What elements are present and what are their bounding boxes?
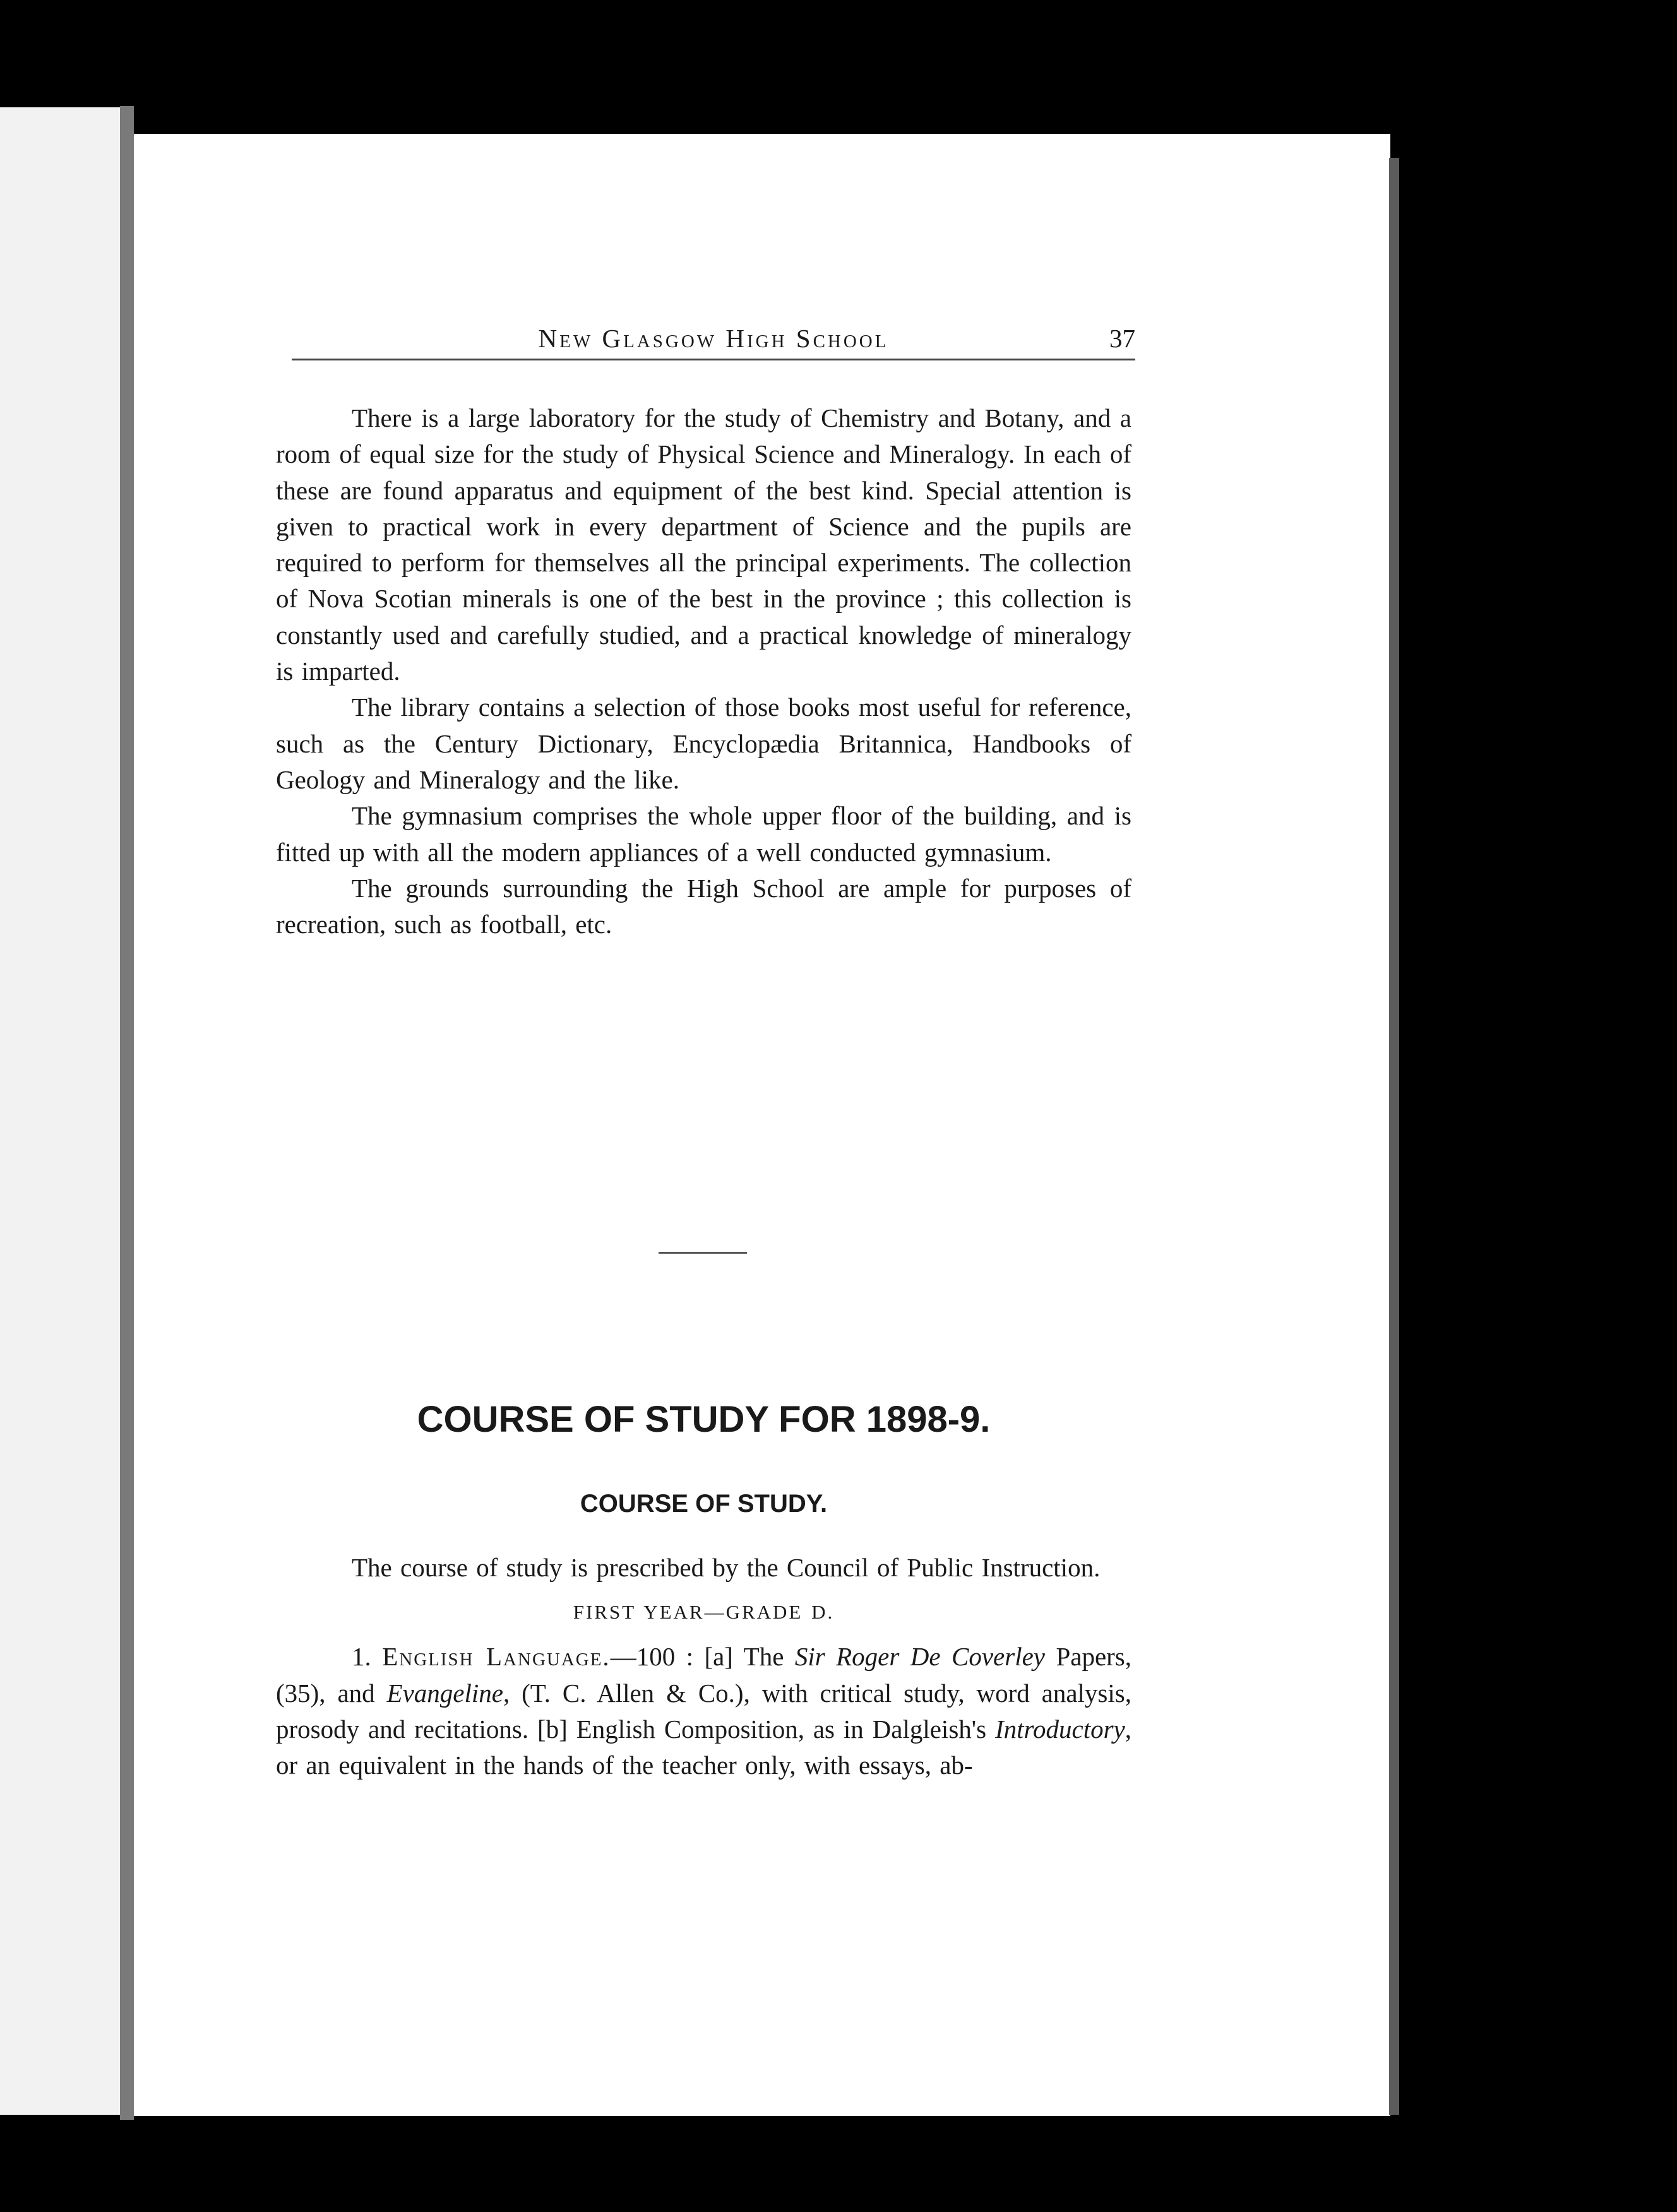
facing-page-edge xyxy=(0,107,123,2115)
running-title: New Glasgow High School xyxy=(538,324,889,353)
library-paragraph: The library contains a selection of those books most useful for reference, such as the Century Dictionary, Encyclopædia Britannica, Handbooks of Geology and Mineralogy and the like. xyxy=(276,693,1131,794)
item-book-title: Evangeline xyxy=(386,1678,503,1708)
course-text xyxy=(276,1550,1131,1783)
english-language-item xyxy=(276,1639,1131,1783)
running-head xyxy=(292,323,1135,360)
section-divider xyxy=(659,1252,747,1254)
course-title: COURSE OF STUDY FOR 1898-9. xyxy=(417,1399,991,1440)
page-number: 37 xyxy=(1109,324,1135,353)
laboratory-paragraph: There is a large laboratory for the study of Chemistry and Botany, and a room of equal size for the study of Physical Science and Mineralogy. In each of these are found apparatus and equipment of the best kind. Special attention is given to practical work in every department of Science and the pupils are required to perform for themselves all the principal experiments. The collection of Nova Scotian minerals is one of the best in the province ; this collection is constantly used and carefully studied, and a practical knowledge of mineralogy is imparted. xyxy=(276,403,1131,686)
gymnasium-paragraph: The gymnasium comprises the whole upper floor of the building, and is fitted up with all the modern appliances of a well conducted gymnasium. xyxy=(276,801,1131,867)
item-book-title: Sir Roger De Coverley xyxy=(794,1642,1045,1672)
grade-heading: FIRST YEAR—GRADE D. xyxy=(573,1601,835,1624)
course-subtitle: COURSE OF STUDY. xyxy=(580,1490,828,1518)
grounds-paragraph: The grounds surrounding the High School are ample for purposes of recreation, such as football, etc. xyxy=(276,873,1131,939)
item-subject: English Language. xyxy=(382,1642,611,1672)
item-text: —100 : [a] The xyxy=(610,1642,795,1672)
facilities-text xyxy=(276,400,1131,942)
item-text: Papers, (35), and xyxy=(276,1642,1131,1708)
page-edge-shadow xyxy=(1389,158,1399,2115)
item-number: 1. xyxy=(352,1642,371,1672)
item-book-title: Introductory xyxy=(995,1714,1125,1744)
book-spine xyxy=(120,106,134,2120)
course-intro: The course of study is prescribed by the Council of Public Instruction. xyxy=(352,1553,1101,1582)
item-text: , or an equivalent in the hands of the teacher only, with essays, ab- xyxy=(276,1714,1131,1780)
item-text: , (T. C. Allen & Co.), with critical study, word analysis, prosody and recitations. [b] English Composition, as in Dalgleish's xyxy=(276,1678,1131,1744)
